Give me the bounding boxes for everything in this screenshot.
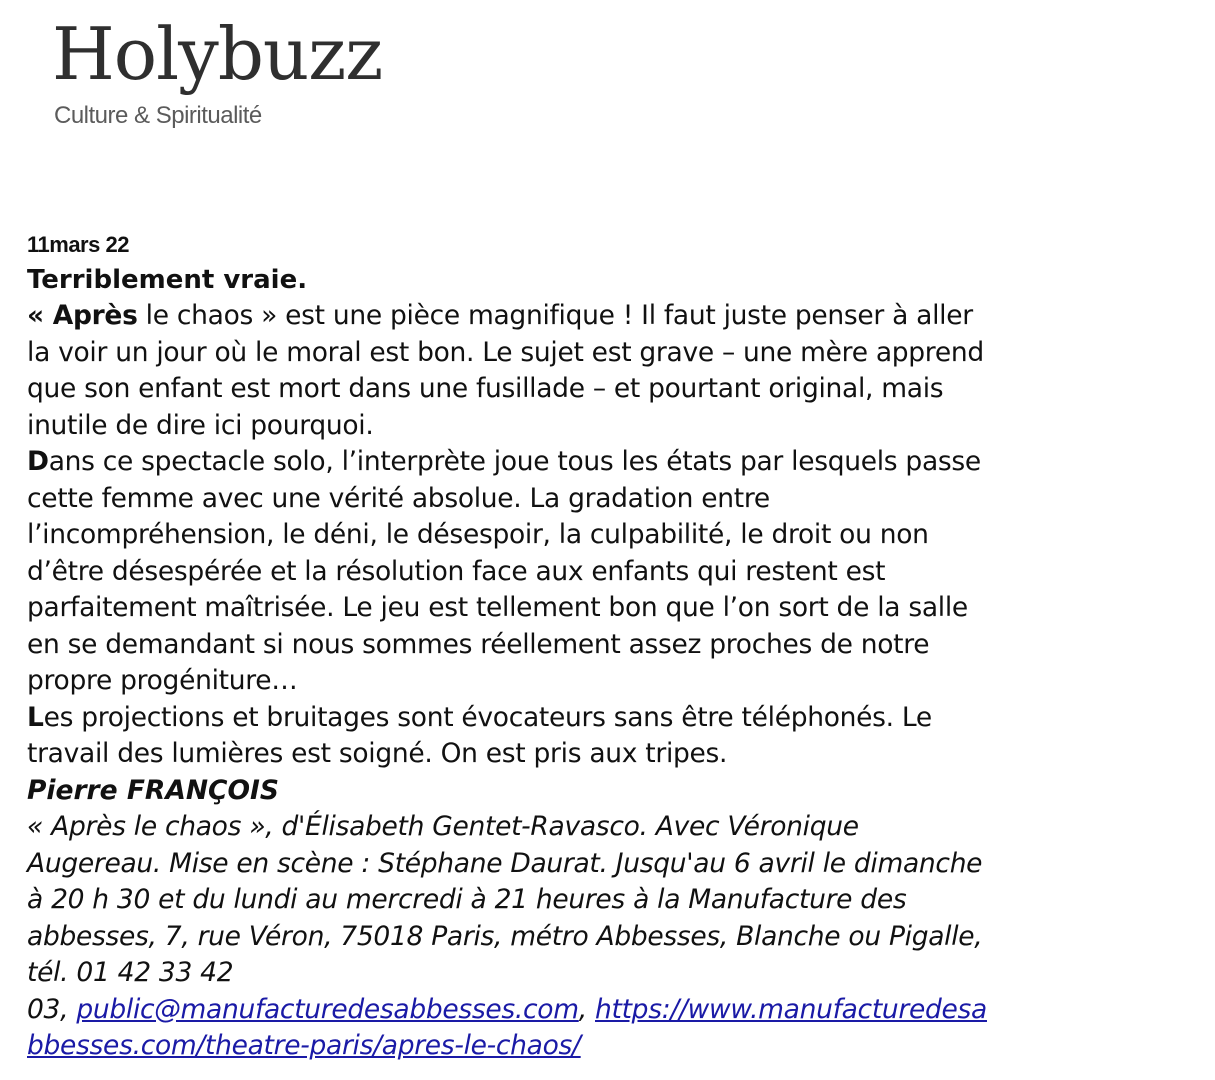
paragraph-3 — [27, 700, 1197, 773]
logo-subtitle: Culture & Spiritualité — [54, 102, 262, 129]
paragraph-2-lead: D — [27, 446, 49, 477]
article-date: 11mars 22 — [27, 232, 129, 257]
logo-title: Holybuzz — [52, 12, 383, 96]
article-headline: Terriblement vraie. — [27, 265, 308, 295]
article — [27, 228, 1197, 1065]
paragraph-2-line: l’incompréhension, le déni, le désespoir, la culpabilité, le droit ou non — [27, 519, 929, 550]
paragraph-2-line: parfaitement maîtrisée. Le jeu est tellement bon que l’on sort de la salle — [27, 592, 968, 623]
paragraph-2-line: en se demandant si nous sommes réellement assez proches de notre — [27, 628, 930, 660]
show-info — [27, 809, 1197, 1065]
show-info-line: « Après le chaos », d'Élisabeth Gentet-Ravasco. Avec Véronique — [27, 811, 859, 842]
paragraph-1-lead: « Après — [27, 300, 138, 331]
link-separator: , — [578, 993, 595, 1025]
show-info-line: abbesses, 7, rue Véron, 75018 Paris, métro Abbesses, Blanche ou Pigalle, — [27, 920, 983, 952]
paragraph-2-line: d’être désespérée et la résolution face aux enfants qui restent est — [27, 555, 886, 587]
show-info-line: tél. 01 42 33 42 — [27, 957, 234, 988]
paragraph-2-line: ans ce spectacle solo, l’interprète joue tous les états par lesquels passe — [48, 446, 981, 477]
paragraph-1-line: inutile de dire ici pourquoi. — [27, 409, 374, 441]
paragraph-2-line: propre progéniture… — [27, 665, 298, 696]
paragraph-1-line: le chaos » est une pièce magnifique ! Il faut juste penser à aller — [137, 300, 973, 331]
paragraph-2-line: cette femme avec une vérité absolue. La gradation entre — [27, 482, 770, 514]
paragraph-1-line: que son enfant est mort dans une fusillade – et pourtant original, mais — [27, 373, 944, 404]
email-link[interactable]: public@manufacturedesabbesses.com — [76, 993, 579, 1025]
website-link-part1: https://www.manufacturedesa — [595, 993, 987, 1025]
paragraph-3-line: es projections et bruitages sont évocateurs sans être téléphonés. Le — [43, 701, 932, 733]
paragraph-3-lead: L — [27, 701, 44, 733]
paragraph-1-line: la voir un jour où le moral est bon. Le sujet est grave – une mère apprend — [27, 336, 984, 368]
holybuzz-logo — [52, 12, 383, 130]
website-link-part2: bbesses.com/theatre-paris/apres-le-chaos/ — [27, 1030, 581, 1061]
show-info-line: Augereau. Mise en scène : Stéphane Daurat. Jusqu'au 6 avril le dimanche — [27, 847, 983, 879]
paragraph-2 — [27, 444, 1197, 700]
show-info-line: à 20 h 30 et du lundi au mercredi à 21 heures à la Manufacture des — [27, 884, 907, 915]
show-info-prefix: 03, — [27, 993, 77, 1025]
paragraph-3-line: travail des lumières est soigné. On est pris aux tripes. — [27, 738, 728, 769]
paragraph-1 — [27, 298, 1197, 444]
article-author: Pierre FRANÇOIS — [27, 774, 279, 806]
